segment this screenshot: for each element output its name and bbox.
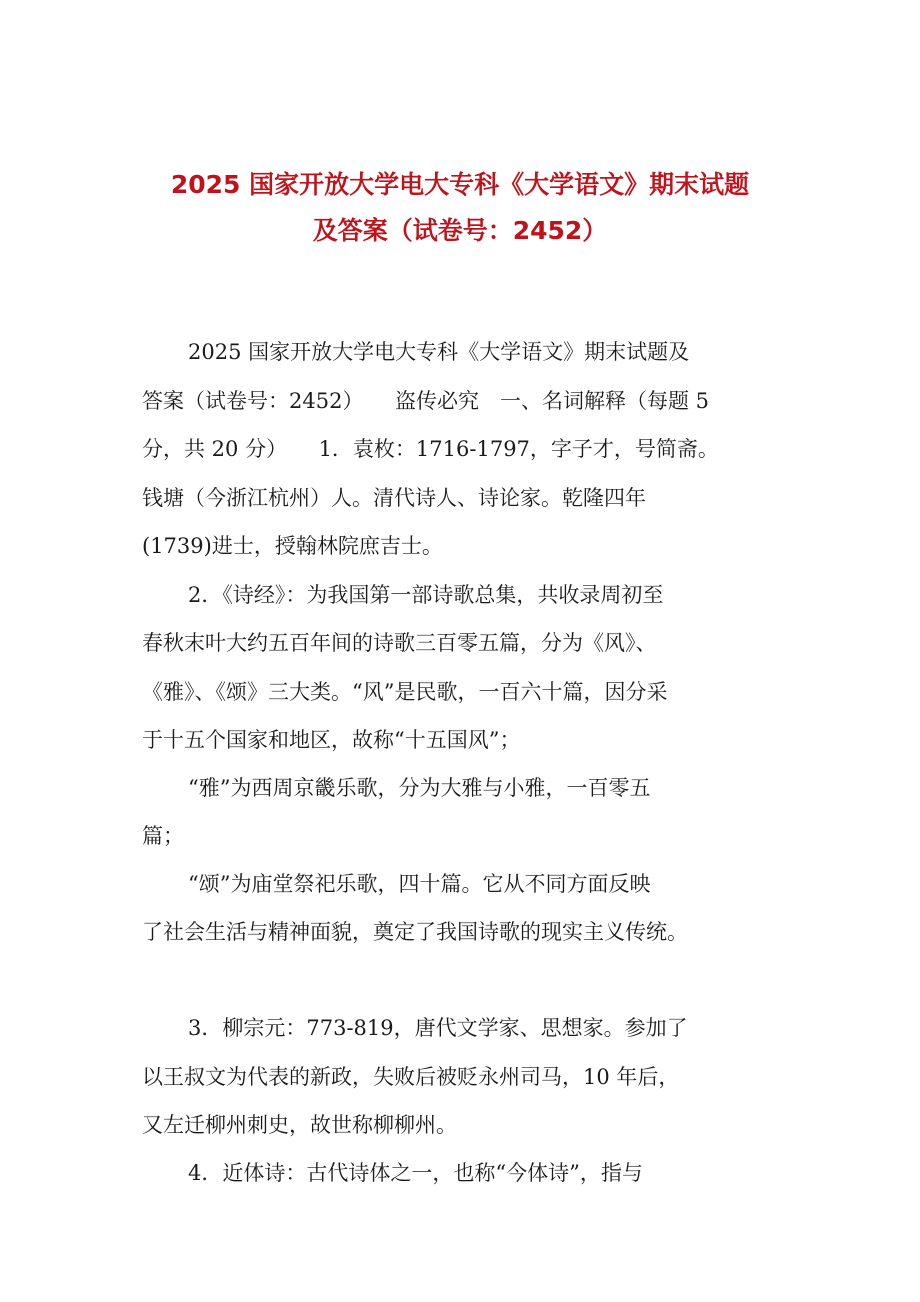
document-title-line-2: 及答案（试卷号：2452）: [312, 216, 608, 245]
body-line: 《雅》、《颂》三大类。“风”是民歌，一百六十篇，因分采: [142, 680, 668, 704]
body-line: 以王叔文为代表的新政，失败后被贬永州司马，10 年后，: [142, 1065, 680, 1089]
document-title-line-1: 2025 国家开放大学电大专科《大学语文》期末试题: [170, 170, 750, 199]
body-line: 篇；: [142, 824, 184, 848]
body-line: 钱塘（今浙江杭州）人。清代诗人、诗论家。乾隆四年: [142, 486, 646, 510]
body-line: 于十五个国家和地区，故称“十五国风”；: [142, 728, 521, 752]
body-line: 分，共 20 分） 1．袁枚：1716-1797，字子才，号简斋。: [142, 437, 719, 461]
body-line: 了社会生活与精神面貌，奠定了我国诗歌的现实主义传统。: [142, 920, 688, 944]
body-line: 2025 国家开放大学电大专科《大学语文》期末试题及: [188, 340, 690, 364]
body-line: 4．近体诗：古代诗体之一，也称“今体诗”，指与: [188, 1161, 643, 1185]
body-line: 又左迁柳州刺史，故世称柳柳州。: [142, 1113, 457, 1137]
body-line: 春秋末叶大约五百年间的诗歌三百零五篇，分为《风》、: [142, 631, 657, 655]
body-line: 答案（试卷号：2452） 盗传必究 一、名词解释（每题 5: [142, 389, 709, 413]
body-line: 2．《诗经》：为我国第一部诗歌总集，共收录周初至: [188, 583, 664, 607]
body-line: “雅”为西周京畿乐歌，分为大雅与小雅，一百零五: [188, 776, 651, 800]
body-line: (1739)进士，授翰林院庶吉士。: [142, 534, 443, 558]
body-line: “颂”为庙堂祭祀乐歌，四十篇。它从不同方面反映: [188, 872, 651, 896]
body-line: 3．柳宗元：773-819，唐代文学家、思想家。参加了: [188, 1016, 688, 1040]
